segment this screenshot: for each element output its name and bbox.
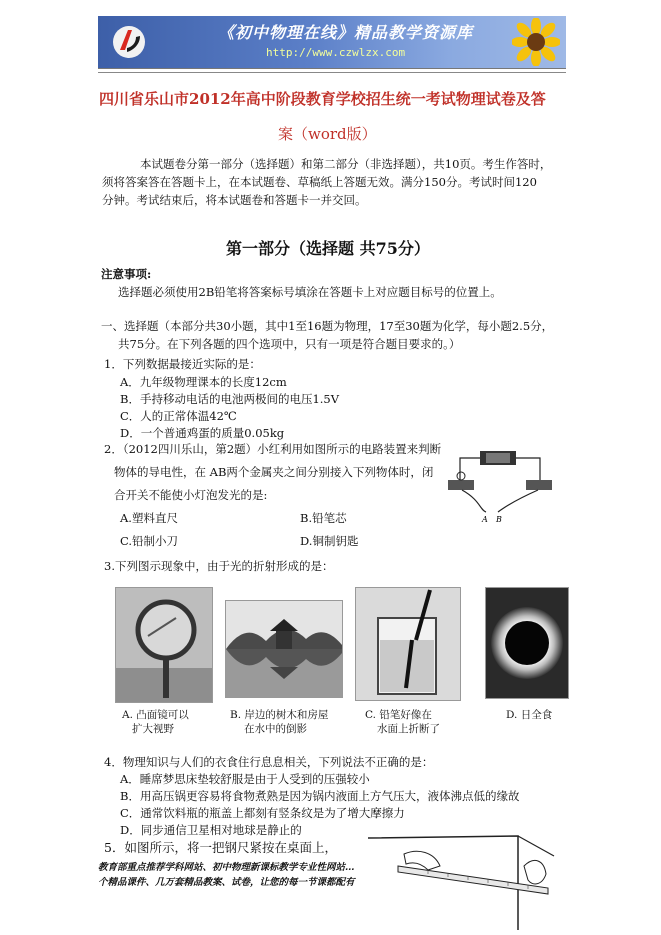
banner-url[interactable]: http://www.czwlzx.com [266,46,406,59]
photo-solar-eclipse [485,587,569,699]
q2-stem-line3: 合开关不能使小灯泡发光的是: [114,488,268,502]
intro-line1: 本试题卷分第一部分（选择题）和第二部分（非选择题），共10页。考生作答时， [140,157,552,171]
q3-caption-d: D. 日全食 [506,709,553,721]
intro-line3: 分钟。考试结束后，将本试题卷和答题卡一并交回。 [102,193,367,207]
q1-stem: 1．下列数据最接近实际的是： [104,357,261,371]
q3-caption-c: C. 铅笔好像在 水面上折断了 [365,709,440,735]
section-line1: 一、选择题（本部分共30小题，其中1至16题为物理，17至30题为化学，每小题2.5分， [101,319,554,333]
ruler-on-table-figure [368,826,558,930]
doc-title-line1: 四川省乐山市2012年高中阶段教育学校招生统一考试物理试卷及答 [99,90,546,108]
circuit-label-a: A [482,515,488,524]
site-banner [98,16,566,69]
doc-title-line2: 案（word版） [278,125,377,143]
banner-title: 《初中物理在线》精品教学资源库 [218,23,474,42]
q3-caption-b: B. 岸边的树木和房屋 在水中的倒影 [230,709,329,735]
q1-option-b: B．手持移动电话的电池两极间的电压1.5V [120,392,340,406]
q5-stem: 5．如图所示，将一把钢尺紧按在桌面上， [104,840,337,855]
footer-line2: 个精品课件、几万套精品教案、试卷，让您的每一节课都配有 [98,877,355,888]
q2-option-b: B.铅笔芯 [300,511,347,525]
section-line2: 共75分。在下列各题的四个选项中，只有一项是符合题目要求的。） [118,337,461,351]
circuit-label-b: B [496,515,502,524]
header-rule [98,72,566,73]
notice-text: 选择题必须使用2B铅笔将答案标号填涂在答题卡上对应题目标号的位置上。 [118,285,502,299]
footer-line1: 教育部重点推荐学科网站、初中物理新课标教学专业性网站… [98,862,355,873]
q2-stem-line2: 物体的导电性，在 AB两个金属夹之间分别接入下列物体时，闭 [114,465,434,479]
site-logo [112,24,146,60]
part1-heading: 第一部分（选择题 共75分） [226,239,430,258]
q3-caption-a: A. 凸面镜可以 扩大视野 [122,709,189,735]
q4-option-a: A．睡席梦思床垫较舒服是由于人受到的压强较小 [120,772,370,786]
q2-option-a: A.塑料直尺 [120,511,178,525]
q4-option-b: B．用高压锅更容易将食物煮熟是因为锅内液面上方气压大，液体沸点低的缘故 [120,789,520,803]
notice-label: 注意事项: [101,267,152,281]
photo-convex-mirror [115,587,213,703]
q1-option-d: D．一个普通鸡蛋的质量0.05kg [120,426,285,440]
q4-stem: 4．物理知识与人们的衣食住行息息相关，下列说法不正确的是： [104,755,434,769]
q2-option-c: C.铅制小刀 [120,534,179,548]
circuit-diagram [440,440,560,526]
photo-pavilion-reflection [225,600,343,698]
q4-option-c: C．通常饮料瓶的瓶盖上都刻有竖条纹是为了增大摩擦力 [120,806,405,820]
intro-line2: 须将答案答在答题卡上，在本试题卷、草稿纸上答题无效。满分150分。考试时间120 [102,175,537,189]
q4-option-d: D．同步通信卫星相对地球是静止的 [120,823,302,837]
q1-option-a: A．九年级物理课本的长度12cm [120,375,287,389]
q2-option-d: D.铜制钥匙 [300,534,359,548]
photo-pencil-in-water [355,587,461,701]
sunflower-image [512,18,560,66]
q1-option-c: C．人的正常体温42℃ [120,409,237,423]
q3-stem: 3.下列图示现象中，由于光的折射形成的是： [104,559,334,573]
q2-stem-line1: 2．（2012四川乐山，第2题）小红利用如图所示的电路装置来判断 [104,442,442,456]
